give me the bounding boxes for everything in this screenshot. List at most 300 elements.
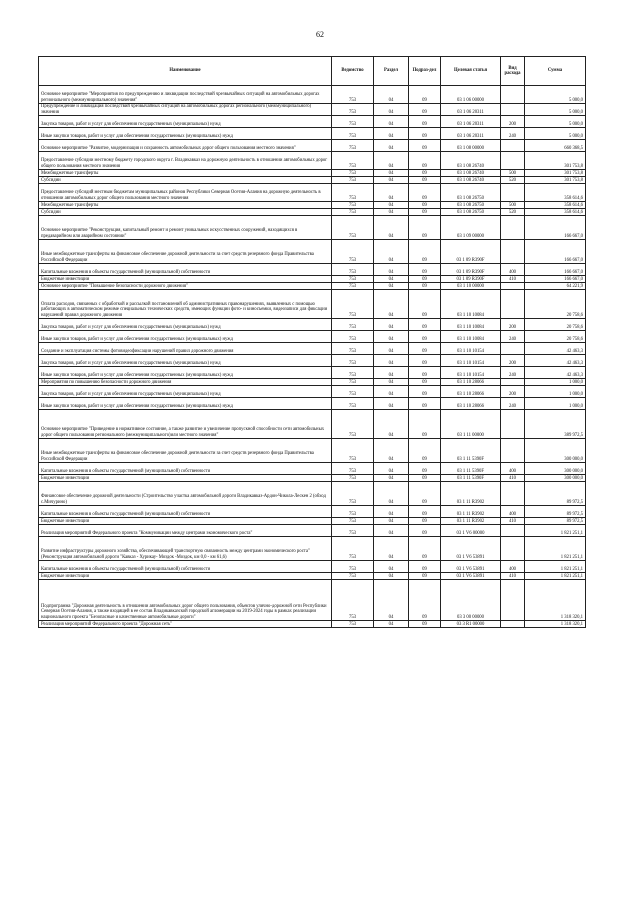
row-target: 03 1 11 R3902: [441, 518, 501, 525]
row-dept: 753: [332, 319, 374, 331]
table-row: [39, 537, 586, 561]
row-name: Иные закупки товаров, работ и услуг для обеспечения государственных (муниципальных) нужд: [39, 367, 332, 379]
row-name: Основное мероприятие "Приведение в нормативное состояние, а также развитие и увеличение пропускной способности сети автомобильных дорог общего пользования регионального (межмуниципального)или местного значения": [39, 410, 332, 439]
row-section: 04: [374, 475, 409, 482]
row-name: Закупка товаров, работ и услуг для обеспечения государственных (муниципальных) нужд: [39, 319, 332, 331]
row-subsection: 09: [409, 439, 441, 463]
row-amount: 660 368,5: [525, 140, 586, 152]
row-name: Бюджетные инвестиции: [39, 518, 332, 525]
row-dept: 753: [332, 170, 374, 177]
row-dept: 753: [332, 343, 374, 355]
row-name: Иные межбюджетные трансферты на финансовое обеспечение дорожной деятельности за счет средств резервного фонда Правительства Российской Федерации: [39, 240, 332, 264]
table-row: [39, 202, 586, 209]
row-section: 04: [374, 561, 409, 573]
row-name: Предупреждение и ликвидация последствий чрезвычайных ситуаций на автомобильных дорогах регионального (межмуниципального) значения: [39, 104, 332, 116]
row-name: Капитальные вложения в объекты государственной (муниципальной) собственности: [39, 506, 332, 518]
row-subsection: 09: [409, 170, 441, 177]
row-dept: 753: [332, 276, 374, 283]
table-row: [39, 264, 586, 276]
row-section: 04: [374, 506, 409, 518]
row-section: 04: [374, 283, 409, 290]
row-amount: 89 972,5: [525, 506, 586, 518]
row-section: 04: [374, 264, 409, 276]
table-row: [39, 463, 586, 475]
row-subsection: 09: [409, 216, 441, 240]
row-dept: 753: [332, 580, 374, 621]
row-section: 04: [374, 170, 409, 177]
row-target: 03 1 V6 00000: [441, 525, 501, 537]
table-row: [39, 104, 586, 116]
row-amount: 300 000,0: [525, 475, 586, 482]
row-dept: 753: [332, 482, 374, 506]
row-name: Иные межбюджетные трансферты на финансовое обеспечение дорожной деятельности за счет средств резервного фонда Правительства Российской Федерации: [39, 439, 332, 463]
row-subsection: 09: [409, 463, 441, 475]
row-target: 03 1 10 10084: [441, 319, 501, 331]
table-row: [39, 283, 586, 290]
row-target: 03 1 08 26750: [441, 202, 501, 209]
row-subsection: 09: [409, 343, 441, 355]
row-amount: 42 463,3: [525, 343, 586, 355]
row-exp-type: [501, 216, 525, 240]
row-amount: 301 753,8: [525, 177, 586, 184]
row-exp-type: 400: [501, 264, 525, 276]
row-name: Финансовое обеспечение дорожной деятельности (Строительство участка автомобильной дороги Владикавказ-Ардон-Чикола-Лескен 2 (обход с.Мичурино): [39, 482, 332, 506]
row-amount: 5 000,0: [525, 116, 586, 128]
row-dept: 753: [332, 264, 374, 276]
row-amount: 1 821 251,1: [525, 573, 586, 580]
row-name: Оплата расходов, связанных с обработкой и рассылкой постановлений об административных правонарушениях, выявленных с помощью работающих в автоматическом режиме специальных технических средств, имеющих функции фото- и киносъемки, видеозаписи для фиксации нарушений правил дорожного движения: [39, 290, 332, 319]
row-amount: 166 667,0: [525, 240, 586, 264]
row-amount: 42 463,3: [525, 367, 586, 379]
row-amount: 20 758,6: [525, 290, 586, 319]
table-row: [39, 621, 586, 628]
row-section: 04: [374, 152, 409, 170]
row-target: 03 1 11 5390F: [441, 439, 501, 463]
row-name: Иные закупки товаров, работ и услуг для обеспечения государственных (муниципальных) нужд: [39, 128, 332, 140]
row-dept: 753: [332, 128, 374, 140]
row-amount: 20 758,6: [525, 319, 586, 331]
row-exp-type: 240: [501, 398, 525, 410]
table-row: [39, 177, 586, 184]
row-dept: 753: [332, 475, 374, 482]
table-row: [39, 355, 586, 367]
row-dept: 753: [332, 240, 374, 264]
row-amount: 1 000,0: [525, 386, 586, 398]
header-name: Наименование: [39, 57, 332, 86]
row-name: Иные закупки товаров, работ и услуг для обеспечения государственных (муниципальных) нужд: [39, 331, 332, 343]
table-row: [39, 116, 586, 128]
row-section: 04: [374, 518, 409, 525]
row-exp-type: [501, 580, 525, 621]
table-row: [39, 240, 586, 264]
table-row: [39, 367, 586, 379]
row-subsection: 09: [409, 525, 441, 537]
row-dept: 753: [332, 506, 374, 518]
row-section: 04: [374, 240, 409, 264]
header-amount: Сумма: [525, 57, 586, 86]
row-name: Подпрограмма "Дорожная деятельность в отношении автомобильных дорог общего пользования, объектов улично-дорожной сети Республики Северная Осетия-Алания, а также входящей в ее состав Владикавказской городской агломерации на 2019-2024 годы в рамках реализации национального проекта "Безопасные и качественные автомобильные дороги": [39, 580, 332, 621]
row-section: 04: [374, 410, 409, 439]
row-subsection: 09: [409, 209, 441, 216]
row-subsection: 09: [409, 86, 441, 104]
row-name: Основное мероприятие "Реконструкция, капитальный ремонт и ремонт уникальных искусственных сооружений, находящихся в предаварийном или аварийном состоянии": [39, 216, 332, 240]
row-exp-type: [501, 537, 525, 561]
row-name: Капитальные вложения в объекты государственной (муниципальной) собственности: [39, 264, 332, 276]
row-target: 03 1 10 10084: [441, 290, 501, 319]
row-amount: 5 000,0: [525, 86, 586, 104]
row-exp-type: [501, 343, 525, 355]
row-target: 03 1 06 20311: [441, 116, 501, 128]
row-exp-type: 410: [501, 475, 525, 482]
row-exp-type: 410: [501, 573, 525, 580]
row-section: 04: [374, 398, 409, 410]
row-subsection: 09: [409, 506, 441, 518]
row-name: Бюджетные инвестиции: [39, 276, 332, 283]
row-dept: 753: [332, 463, 374, 475]
row-section: 04: [374, 202, 409, 209]
table-row: [39, 319, 586, 331]
row-target: 03 1 06 00000: [441, 86, 501, 104]
row-subsection: 09: [409, 518, 441, 525]
table-body: [39, 86, 586, 628]
row-dept: 753: [332, 209, 374, 216]
page-number: 62: [316, 30, 324, 39]
table-row: [39, 184, 586, 202]
row-target: 03 1 09 R390F: [441, 240, 501, 264]
row-name: Субсидии: [39, 209, 332, 216]
row-exp-type: 410: [501, 276, 525, 283]
row-amount: 1 000,0: [525, 398, 586, 410]
row-exp-type: [501, 283, 525, 290]
row-exp-type: 240: [501, 367, 525, 379]
row-exp-type: 400: [501, 463, 525, 475]
row-subsection: 09: [409, 386, 441, 398]
row-dept: 753: [332, 537, 374, 561]
row-name: Субсидии: [39, 177, 332, 184]
table-row: [39, 398, 586, 410]
row-target: 03 1 08 26740: [441, 170, 501, 177]
row-dept: 753: [332, 561, 374, 573]
row-subsection: 09: [409, 283, 441, 290]
table-row: [39, 386, 586, 398]
row-dept: 753: [332, 216, 374, 240]
row-section: 04: [374, 355, 409, 367]
row-amount: 300 000,0: [525, 439, 586, 463]
row-name: Закупка товаров, работ и услуг для обеспечения государственных (муниципальных) нужд: [39, 386, 332, 398]
table-row: [39, 410, 586, 439]
table-row: [39, 331, 586, 343]
row-target: 03 1 10 28066: [441, 398, 501, 410]
row-exp-type: [501, 240, 525, 264]
row-subsection: 09: [409, 561, 441, 573]
row-exp-type: [501, 152, 525, 170]
row-exp-type: 200: [501, 355, 525, 367]
row-subsection: 09: [409, 104, 441, 116]
row-exp-type: [501, 410, 525, 439]
row-subsection: 09: [409, 140, 441, 152]
row-section: 04: [374, 86, 409, 104]
row-exp-type: [501, 379, 525, 386]
row-exp-type: [501, 104, 525, 116]
table-row: [39, 86, 586, 104]
row-section: 04: [374, 367, 409, 379]
row-name: Капитальные вложения в объекты государственной (муниципальной) собственности: [39, 463, 332, 475]
row-target: 03 1 10 28066: [441, 379, 501, 386]
row-section: 04: [374, 580, 409, 621]
row-amount: 64 221,9: [525, 283, 586, 290]
row-name: Бюджетные инвестиции: [39, 475, 332, 482]
row-target: 03 1 11 R3902: [441, 482, 501, 506]
row-section: 04: [374, 116, 409, 128]
row-target: 03 1 08 26740: [441, 177, 501, 184]
row-section: 04: [374, 386, 409, 398]
table-row: [39, 128, 586, 140]
row-subsection: 09: [409, 184, 441, 202]
row-name: Мероприятия по повышению безопасности дорожного движения: [39, 379, 332, 386]
row-subsection: 09: [409, 475, 441, 482]
row-section: 04: [374, 573, 409, 580]
header-dept: Ведомство: [332, 57, 374, 86]
table-row: [39, 343, 586, 355]
row-dept: 753: [332, 86, 374, 104]
row-section: 04: [374, 525, 409, 537]
row-target: 03 1 08 26740: [441, 152, 501, 170]
row-exp-type: 520: [501, 209, 525, 216]
row-dept: 753: [332, 202, 374, 209]
row-subsection: 09: [409, 177, 441, 184]
row-subsection: 09: [409, 398, 441, 410]
table-row: [39, 140, 586, 152]
row-amount: 389 972,5: [525, 410, 586, 439]
row-dept: 753: [332, 525, 374, 537]
row-exp-type: [501, 439, 525, 463]
row-section: 04: [374, 439, 409, 463]
row-section: 04: [374, 343, 409, 355]
row-exp-type: [501, 525, 525, 537]
row-name: Развитие инфраструктуры дорожного хозяйства, обеспечивающей транспортную связанность между центрами экономического роста" (Реконструкция автомобильной дороги "Кавказ - Хурикау- Моздок -Моздок, км 0,0 - км 61,6): [39, 537, 332, 561]
row-target: 03 3 00 00000: [441, 580, 501, 621]
row-subsection: 09: [409, 290, 441, 319]
row-target: 03 1 11 R3902: [441, 506, 501, 518]
row-section: 04: [374, 140, 409, 152]
row-amount: 358 614,6: [525, 209, 586, 216]
row-dept: 753: [332, 379, 374, 386]
row-dept: 753: [332, 331, 374, 343]
row-subsection: 09: [409, 152, 441, 170]
row-name: Межбюджетные трансферты: [39, 170, 332, 177]
row-name: Реализация мероприятий Федерального проекта "Дорожная сеть": [39, 621, 332, 628]
table-row: [39, 573, 586, 580]
row-dept: 753: [332, 367, 374, 379]
table-row: [39, 518, 586, 525]
row-name: Межбюджетные трансферты: [39, 202, 332, 209]
row-dept: 753: [332, 290, 374, 319]
row-name: Предоставление субсидии местному бюджету городского округа г. Владикавказ на дорожную деятельность в отношении автомобильных дорог общего пользования местного значения: [39, 152, 332, 170]
row-section: 04: [374, 276, 409, 283]
row-subsection: 09: [409, 573, 441, 580]
header-exp-type: Вид расхода: [501, 57, 525, 86]
row-section: 04: [374, 331, 409, 343]
row-dept: 753: [332, 439, 374, 463]
table-row: [39, 152, 586, 170]
row-exp-type: [501, 290, 525, 319]
row-target: 03 1 08 26750: [441, 184, 501, 202]
row-amount: 358 614,6: [525, 202, 586, 209]
row-amount: 166 667,0: [525, 264, 586, 276]
row-exp-type: [501, 482, 525, 506]
row-exp-type: 200: [501, 386, 525, 398]
row-subsection: 09: [409, 621, 441, 628]
table-row: [39, 580, 586, 621]
row-subsection: 09: [409, 276, 441, 283]
row-dept: 753: [332, 152, 374, 170]
row-target: 03 1 10 10154: [441, 367, 501, 379]
row-dept: 753: [332, 116, 374, 128]
row-target: 03 1 08 00000: [441, 140, 501, 152]
row-amount: 5 000,0: [525, 104, 586, 116]
row-subsection: 09: [409, 537, 441, 561]
row-section: 04: [374, 104, 409, 116]
table-row: [39, 379, 586, 386]
row-name: Создание и эксплуатация системы фотовидеофиксации нарушений правил дорожного движения: [39, 343, 332, 355]
row-name: Капитальные вложения в объекты государственной (муниципальной) собственности: [39, 561, 332, 573]
row-subsection: 09: [409, 331, 441, 343]
row-subsection: 09: [409, 319, 441, 331]
row-amount: 42 463,3: [525, 355, 586, 367]
row-section: 04: [374, 128, 409, 140]
row-exp-type: 520: [501, 177, 525, 184]
row-amount: 301 753,8: [525, 170, 586, 177]
row-dept: 753: [332, 355, 374, 367]
row-amount: 1 821 251,1: [525, 561, 586, 573]
row-subsection: 09: [409, 128, 441, 140]
row-exp-type: 240: [501, 128, 525, 140]
row-exp-type: 400: [501, 561, 525, 573]
row-amount: 89 972,5: [525, 482, 586, 506]
row-name: Основное мероприятие "Мероприятия по предупреждению и ликвидации последствий чрезвычайных ситуаций на автомобильных дорогах регионального (межмуниципального) значения": [39, 86, 332, 104]
row-target: 03 1 10 28066: [441, 386, 501, 398]
row-section: 04: [374, 463, 409, 475]
row-section: 04: [374, 482, 409, 506]
row-subsection: 09: [409, 410, 441, 439]
row-target: 03 1 V6 53891: [441, 561, 501, 573]
row-target: 03 1 08 26750: [441, 209, 501, 216]
row-dept: 753: [332, 621, 374, 628]
row-name: Реализация мероприятий Федерального проекта "Коммуникации между центрами экономического роста": [39, 525, 332, 537]
row-subsection: 09: [409, 116, 441, 128]
row-amount: 300 000,0: [525, 463, 586, 475]
row-subsection: 09: [409, 379, 441, 386]
table-row: [39, 209, 586, 216]
row-target: 03 1 V6 53891: [441, 537, 501, 561]
row-target: 03 1 09 00000: [441, 216, 501, 240]
row-section: 04: [374, 621, 409, 628]
row-subsection: 09: [409, 367, 441, 379]
row-exp-type: [501, 86, 525, 104]
header-target: Целевая статья: [441, 57, 501, 86]
table-row: [39, 276, 586, 283]
row-amount: 1 821 251,1: [525, 525, 586, 537]
row-target: 03 1 11 00000: [441, 410, 501, 439]
row-section: 04: [374, 319, 409, 331]
row-amount: 301 753,8: [525, 152, 586, 170]
row-target: 03 1 09 R390F: [441, 264, 501, 276]
row-exp-type: 500: [501, 202, 525, 209]
table-row: [39, 525, 586, 537]
row-dept: 753: [332, 410, 374, 439]
row-amount: 1 000,0: [525, 379, 586, 386]
row-section: 04: [374, 216, 409, 240]
row-exp-type: 200: [501, 116, 525, 128]
row-dept: 753: [332, 140, 374, 152]
row-target: 03 1 11 5390F: [441, 463, 501, 475]
row-dept: 753: [332, 573, 374, 580]
row-dept: 753: [332, 283, 374, 290]
row-amount: 166 667,0: [525, 216, 586, 240]
row-exp-type: 400: [501, 506, 525, 518]
row-section: 04: [374, 290, 409, 319]
row-exp-type: [501, 140, 525, 152]
row-amount: 89 972,5: [525, 518, 586, 525]
row-amount: 5 000,0: [525, 128, 586, 140]
row-exp-type: [501, 621, 525, 628]
row-section: 04: [374, 379, 409, 386]
row-amount: 1 821 251,1: [525, 537, 586, 561]
row-dept: 753: [332, 518, 374, 525]
row-target: 03 1 09 R390F: [441, 276, 501, 283]
budget-table: [38, 56, 586, 628]
row-target: 03 3 R1 00000: [441, 621, 501, 628]
table-row: [39, 506, 586, 518]
row-name: Закупка товаров, работ и услуг для обеспечения государственных (муниципальных) нужд: [39, 116, 332, 128]
row-name: Бюджетные инвестиции: [39, 573, 332, 580]
row-amount: 358 614,6: [525, 184, 586, 202]
row-dept: 753: [332, 386, 374, 398]
table-row: [39, 561, 586, 573]
row-section: 04: [374, 209, 409, 216]
row-name: Основное мероприятие "Повышение безопасности дорожного движения": [39, 283, 332, 290]
table-row: [39, 439, 586, 463]
row-subsection: 09: [409, 264, 441, 276]
row-subsection: 09: [409, 580, 441, 621]
row-subsection: 09: [409, 202, 441, 209]
row-amount: 1 318 320,1: [525, 621, 586, 628]
row-exp-type: 410: [501, 518, 525, 525]
row-name: Закупка товаров, работ и услуг для обеспечения государственных (муниципальных) нужд: [39, 355, 332, 367]
row-target: 03 1 10 10154: [441, 343, 501, 355]
row-exp-type: 500: [501, 170, 525, 177]
row-name: Основное мероприятие "Развитие, модернизация и сохранность автомобильных дорог общего пользования местного значения": [39, 140, 332, 152]
row-exp-type: 200: [501, 319, 525, 331]
row-amount: 1 318 320,1: [525, 580, 586, 621]
row-target: 03 1 10 10154: [441, 355, 501, 367]
row-subsection: 09: [409, 482, 441, 506]
row-name: Предоставление субсидий местным бюджетам муниципальных районов Республики Северная Осетия-Алания на дорожную деятельность в отношении автомобильных дорог общего пользования местного значения: [39, 184, 332, 202]
row-target: 03 1 V6 53891: [441, 573, 501, 580]
row-amount: 20 758,6: [525, 331, 586, 343]
table-row: [39, 475, 586, 482]
row-target: 03 1 10 00000: [441, 283, 501, 290]
row-exp-type: [501, 184, 525, 202]
row-amount: 166 667,0: [525, 276, 586, 283]
row-exp-type: 240: [501, 331, 525, 343]
table-row: [39, 482, 586, 506]
row-subsection: 09: [409, 355, 441, 367]
row-target: 03 1 06 20311: [441, 128, 501, 140]
header-subsection: Подраз-дел: [409, 57, 441, 86]
row-section: 04: [374, 177, 409, 184]
row-subsection: 09: [409, 240, 441, 264]
